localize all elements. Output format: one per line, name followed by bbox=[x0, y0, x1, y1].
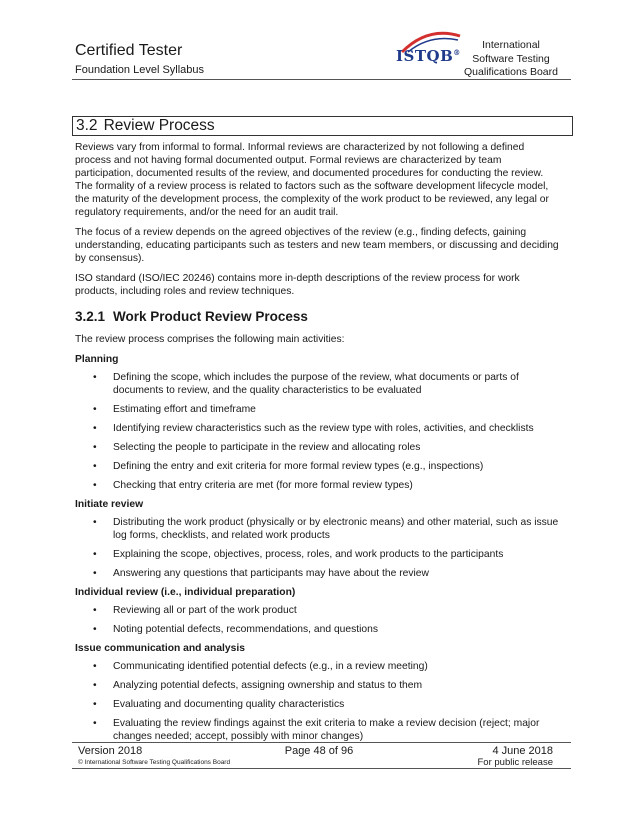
bullet-icon: • bbox=[93, 442, 97, 453]
list-item-text: Analyzing potential defects, assigning ownership and status to them bbox=[113, 680, 423, 691]
org-line: International bbox=[482, 39, 540, 51]
bullet-icon: • bbox=[93, 423, 97, 434]
bullet-icon: • bbox=[93, 461, 97, 472]
bullet-icon: • bbox=[93, 699, 97, 710]
list-item-text: Noting potential defects, recommendations, and questions bbox=[113, 624, 379, 635]
list-item-text: Evaluating the review findings against the exit criteria to make a review decision (reject; major changes needed; accept, possibly with minor changes) bbox=[113, 718, 540, 742]
bullet-icon: • bbox=[93, 480, 97, 491]
subsection-title: Work Product Review Process bbox=[113, 309, 308, 324]
bullet-icon: • bbox=[93, 680, 97, 691]
list-item bbox=[75, 623, 562, 636]
org-line: Qualifications Board bbox=[464, 66, 558, 78]
list-item-text: Reviewing all or part of the work product bbox=[113, 605, 297, 616]
list-item bbox=[75, 604, 562, 617]
bullet-list-issue-communication bbox=[75, 660, 562, 743]
bullet-icon: • bbox=[93, 549, 97, 560]
bullet-icon: • bbox=[93, 605, 97, 616]
list-item bbox=[75, 698, 562, 711]
subsection-lead: The review process comprises the following main activities: bbox=[75, 334, 345, 345]
list-item bbox=[75, 717, 562, 743]
bullet-icon: • bbox=[93, 517, 97, 528]
org-name bbox=[440, 39, 582, 80]
page-content bbox=[75, 141, 562, 749]
header-title: Certified Tester bbox=[75, 42, 183, 59]
footer-version: Version 2018 bbox=[78, 745, 143, 757]
list-item bbox=[75, 660, 562, 673]
bullet-icon: • bbox=[93, 404, 97, 415]
group-heading-individual-review: Individual review (i.e., individual preparation) bbox=[75, 587, 296, 598]
bullet-list-initiate-review bbox=[75, 516, 562, 580]
header-divider bbox=[72, 79, 571, 80]
list-item-text: Checking that entry criteria are met (for more formal review types) bbox=[113, 480, 413, 491]
subsection-number: 3.2.1 bbox=[75, 309, 106, 324]
bullet-icon: • bbox=[93, 568, 97, 579]
intro-paragraph: The focus of a review depends on the agreed objectives of the review (e.g., finding defects, gaining understanding, educating participants such as testers and new team members, or discussing and deciding by consensus). bbox=[75, 227, 559, 264]
list-item-text: Answering any questions that participants may have about the review bbox=[113, 568, 429, 579]
footer-page-number: Page 48 of 96 bbox=[284, 745, 354, 757]
section-number: 3.2 bbox=[76, 117, 98, 134]
footer-release: For public release bbox=[477, 757, 553, 768]
footer-bottom-divider bbox=[72, 768, 571, 769]
group-heading-planning: Planning bbox=[75, 354, 119, 365]
list-item-text: Explaining the scope, objectives, process, roles, and work products to the participants bbox=[113, 549, 504, 560]
list-item-text: Defining the scope, which includes the purpose of the review, what documents or parts of documents to review, and the quality characteristics to be evaluated bbox=[113, 372, 519, 396]
section-title: Review Process bbox=[103, 117, 215, 134]
bullet-list-planning bbox=[75, 371, 562, 492]
list-item bbox=[75, 371, 562, 397]
footer-copyright: © International Software Testing Qualifications Board bbox=[78, 759, 231, 766]
list-item bbox=[75, 422, 562, 435]
list-item-text: Evaluating and documenting quality characteristics bbox=[113, 699, 345, 710]
list-item-text: Identifying review characteristics such as the review type with roles, activities, and checklists bbox=[113, 423, 534, 434]
bullet-icon: • bbox=[93, 718, 97, 729]
org-line: Software Testing bbox=[472, 52, 550, 65]
list-item-text: Distributing the work product (physically or by electronic means) and other material, such as issue log forms, checklists, and related work products bbox=[113, 517, 559, 541]
header-subtitle: Foundation Level Syllabus bbox=[75, 64, 205, 76]
bullet-icon: • bbox=[93, 372, 97, 383]
list-item bbox=[75, 548, 562, 561]
list-item-text: Selecting the people to participate in the review and allocating roles bbox=[113, 442, 421, 453]
footer-date: 4 June 2018 bbox=[492, 745, 553, 757]
bullet-icon: • bbox=[93, 624, 97, 635]
list-item bbox=[75, 441, 562, 454]
list-item-text: Defining the entry and exit criteria for more formal review types (e.g., inspections) bbox=[113, 461, 484, 472]
section-heading bbox=[72, 116, 573, 136]
group-heading-initiate-review: Initiate review bbox=[75, 499, 144, 510]
logo-text: ISTQB bbox=[396, 47, 454, 65]
list-item-text: Communicating identified potential defects (e.g., in a review meeting) bbox=[113, 661, 428, 672]
footer-divider bbox=[72, 742, 571, 743]
subsection-heading bbox=[75, 310, 562, 323]
logo-registered-mark: ® bbox=[453, 48, 461, 57]
list-item-text: Estimating effort and timeframe bbox=[113, 404, 256, 415]
list-item bbox=[75, 567, 562, 580]
intro-paragraph: ISO standard (ISO/IEC 20246) contains more in-depth descriptions of the review process for work products, including roles and review techniques. bbox=[75, 273, 520, 297]
list-item bbox=[75, 679, 562, 692]
list-item bbox=[75, 479, 562, 492]
bullet-list-individual-review bbox=[75, 604, 562, 636]
list-item bbox=[75, 516, 562, 542]
intro-paragraph: Reviews vary from informal to formal. Informal reviews are characterized by not following a defined process and not having formal documented output. Formal reviews are characterized by team participation, documented results of the review, and documented procedures for conducting the review. The formality of a review process is related to factors such as the software development lifecycle model, the maturity of the development process, the complexity of the work product to be reviewed, any legal or regulatory requirements, and/or the need for an audit trail. bbox=[75, 142, 549, 218]
list-item bbox=[75, 403, 562, 416]
bullet-icon: • bbox=[93, 661, 97, 672]
list-item bbox=[75, 460, 562, 473]
group-heading-issue-communication: Issue communication and analysis bbox=[75, 643, 245, 654]
